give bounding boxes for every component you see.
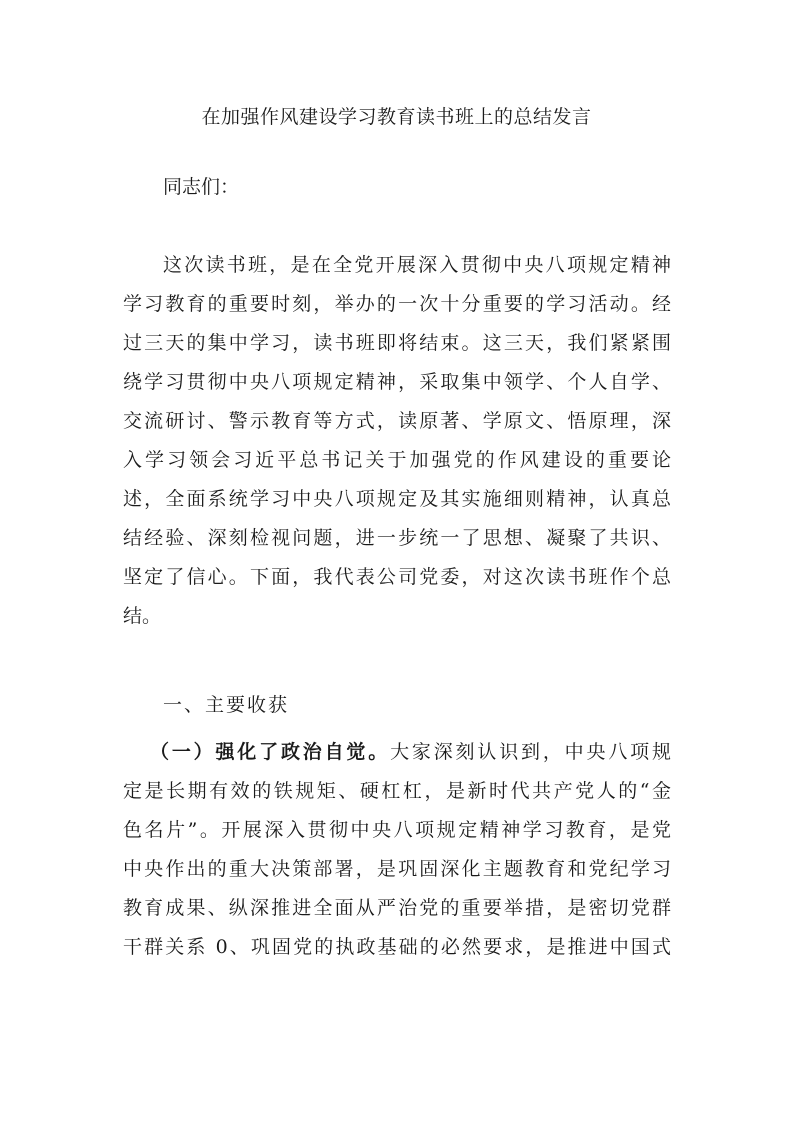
paragraph-line: 坚定了信心。下面，我代表公司党委，对这次读书班作个总	[123, 566, 671, 588]
paragraph-line: 结。	[123, 605, 162, 627]
paragraph-line: 干群关系 0、巩固党的执政基础的必然要求，是推进中国式	[123, 936, 671, 958]
paragraph-line: 结经验、深刻检视问题，进一步统一了思想、凝聚了共识、	[123, 527, 671, 549]
paragraph-line: 绕学习贯彻中央八项规定精神，采取集中领学、个人自学、	[123, 371, 671, 393]
paragraph-line: 交流研讨、警示教育等方式，读原著、学原文、悟原理，深	[123, 410, 671, 432]
paragraph-line: 中央作出的重大决策部署，是巩固深化主题教育和党纪学习	[123, 858, 671, 880]
paragraph-line: 教育成果、纵深推进全面从严治党的重要举措，是密切党群	[123, 897, 671, 919]
paragraph-line: 述，全面系统学习中央八项规定及其实施细则精神，认真总	[123, 488, 671, 510]
subsection-text: 大家深刻认识到，中央八项规	[390, 741, 671, 763]
subsection-first-line	[150, 737, 671, 767]
paragraph-line: 这次读书班，是在全党开展深入贯彻中央八项规定精神	[163, 254, 671, 276]
salutation: 同志们：	[163, 176, 240, 198]
paragraph-line: 定是长期有效的铁规矩、硬杠杠，是新时代共产党人的“金	[123, 780, 671, 802]
paragraph-line: 色名片”。开展深入贯彻中央八项规定精神学习教育，是党	[123, 819, 671, 841]
section-heading: 一、主要收获	[163, 694, 290, 716]
paragraph-line: 入学习领会习近平总书记关于加强党的作风建设的重要论	[123, 449, 671, 471]
paragraph-line: 学习教育的重要时刻，举办的一次十分重要的学习活动。经	[123, 293, 671, 315]
subsection-heading: （一）强化了政治自觉。	[150, 741, 391, 763]
paragraph-line: 过三天的集中学习，读书班即将结束。这三天，我们紧紧围	[123, 332, 671, 354]
document-title: 在加强作风建设学习教育读书班上的总结发言	[201, 106, 592, 128]
